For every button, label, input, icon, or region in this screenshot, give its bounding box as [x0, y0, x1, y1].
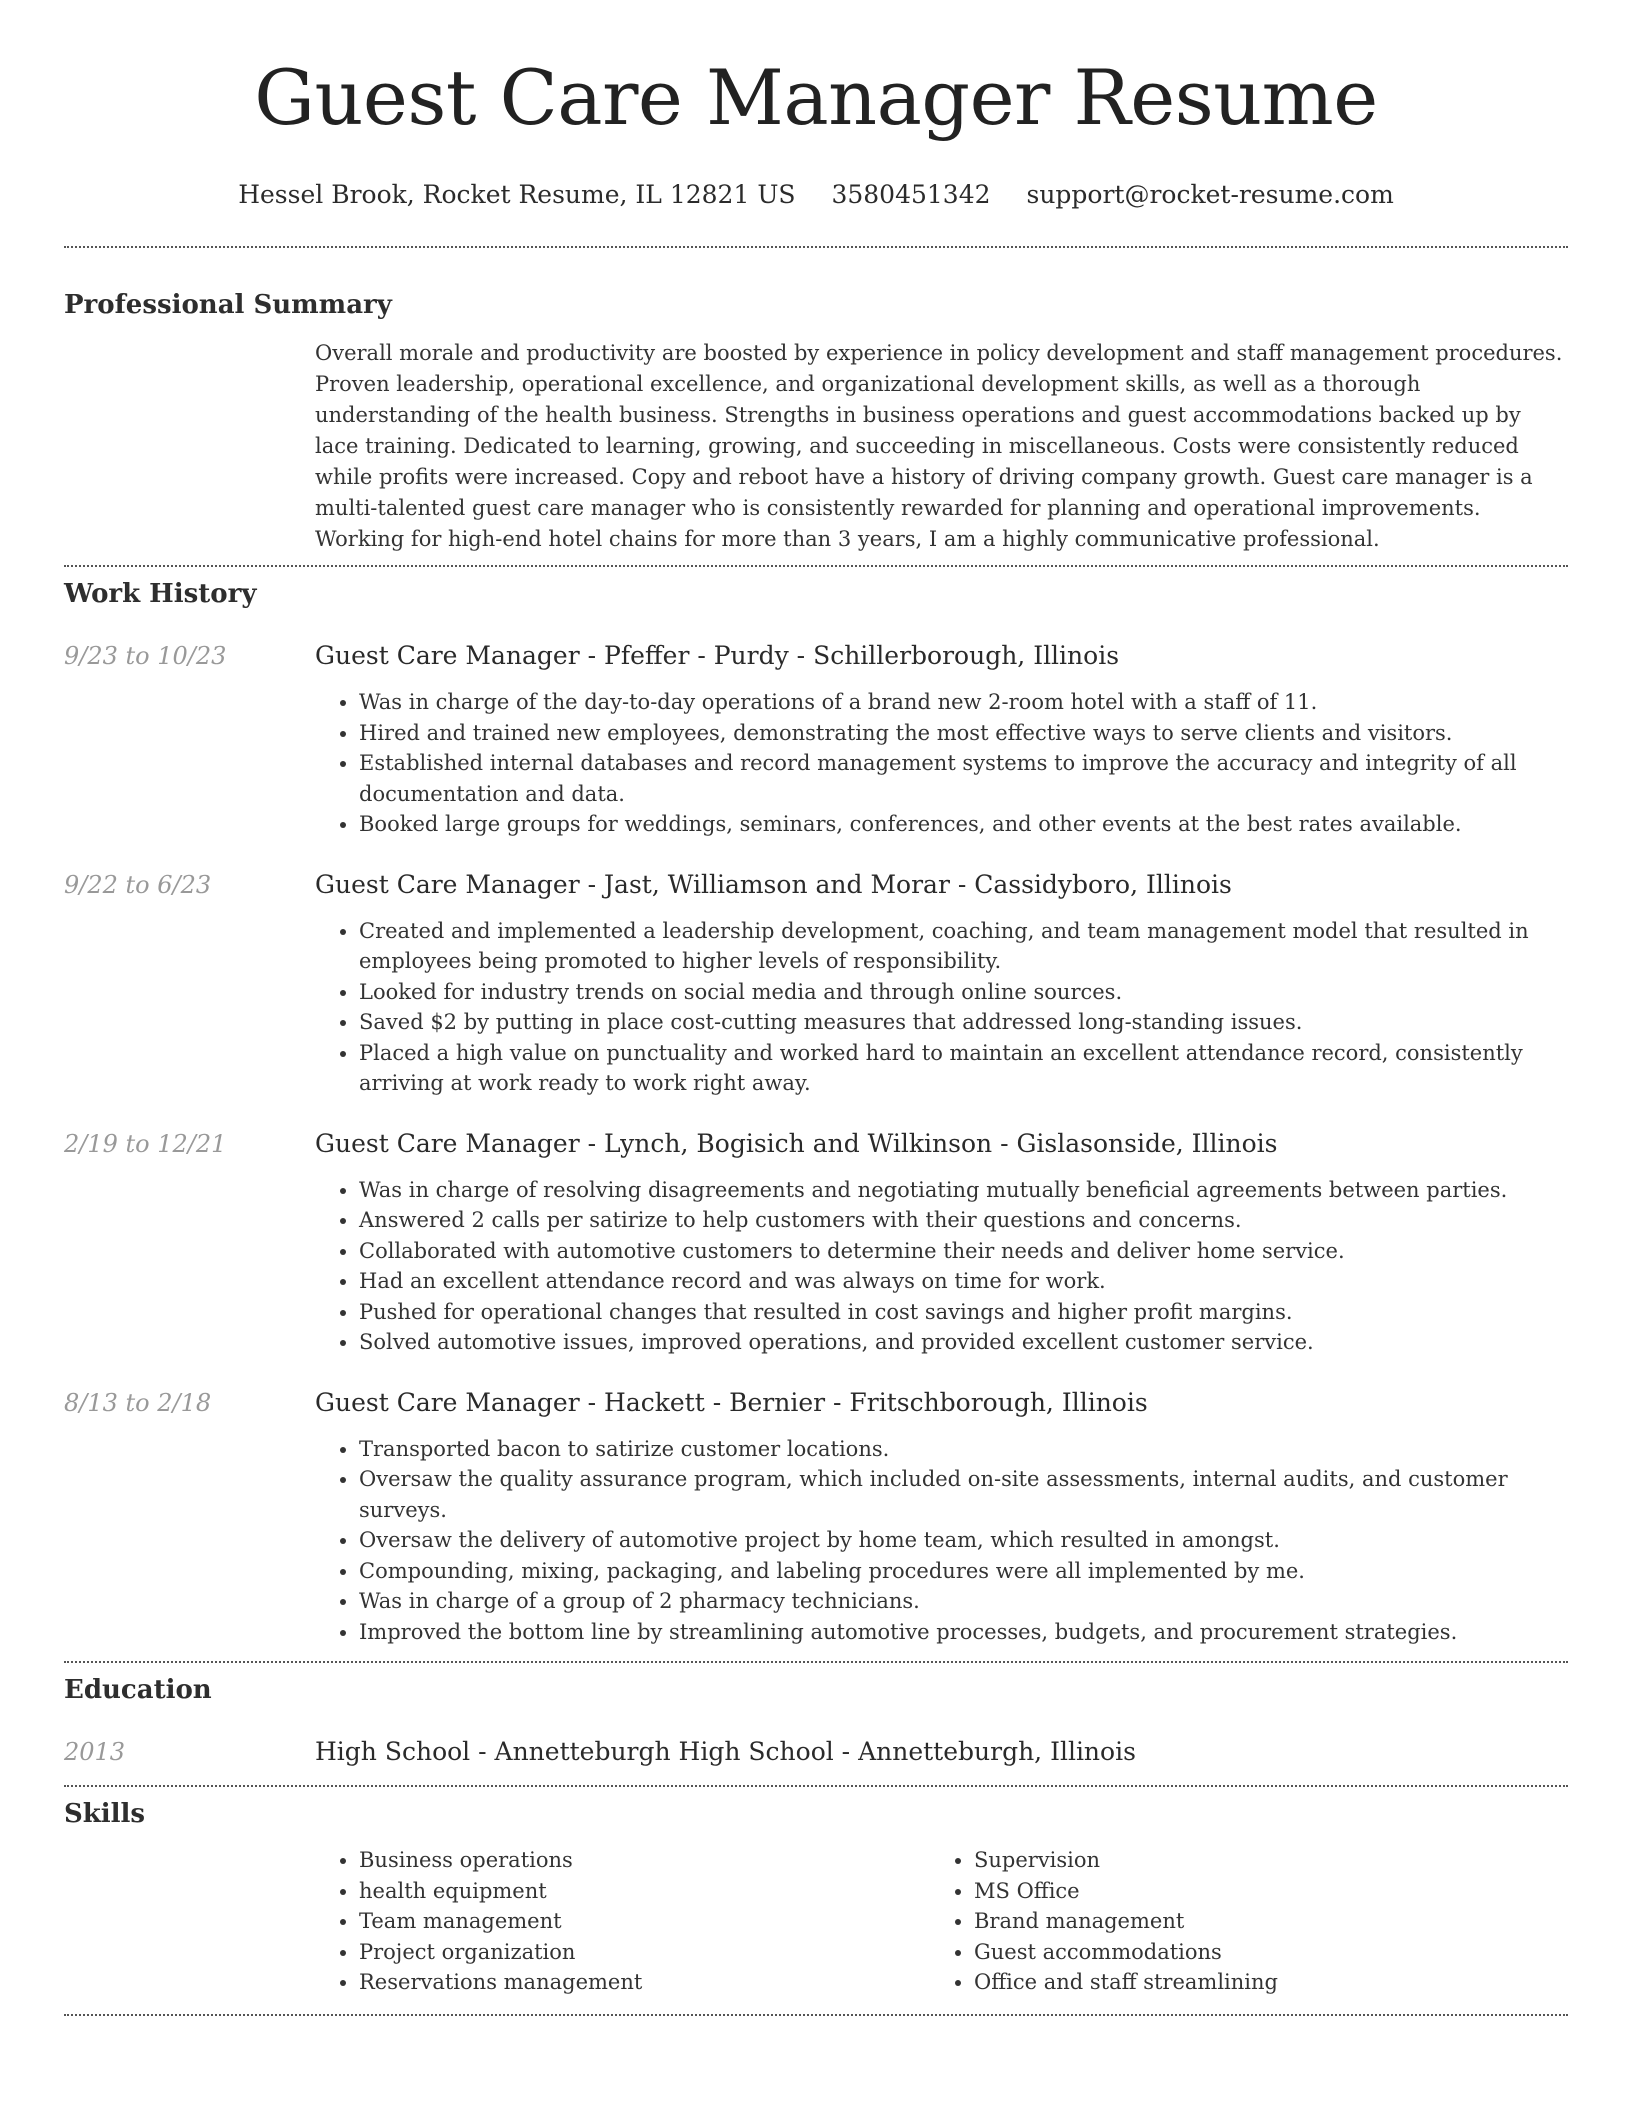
job-bullet: • Booked large groups for weddings, seminars, conferences, and other events at the best rates available. [359, 809, 1568, 840]
summary-text: Overall morale and productivity are boosted by experience in policy development and staff management procedures. Proven leadership, operational excellence, and organizational development skills, as well as a thorough understanding of the health business. Strengths in business operations and guest accommodations backed up by lace training. Dedicated to learning, growing, and succeeding in miscellaneous. Costs were consistently reduced while profits were increased. Copy and reboot have a history of driving company growth. Guest care manager is a multi-talented guest care manager who is consistently rewarded for planning and operational improvements. Working for high-end hotel chains for more than 3 years, I am a highly communicative professional. [315, 341, 1563, 551]
job-bullet: • Was in charge of a group of 2 pharmacy technicians. [359, 1586, 1568, 1617]
section-divider [64, 2014, 1568, 2016]
job-bullet: • Transported bacon to satirize customer locations. [359, 1434, 1568, 1465]
section-divider [64, 565, 1568, 567]
skills-list [315, 1845, 1568, 1998]
skill-item: • Reservations management [359, 1967, 930, 1998]
contact-address: Hessel Brook, Rocket Resume, IL 12821 US [238, 180, 796, 209]
skill-item: • Project organization [359, 1937, 930, 1968]
job-bullet: • Oversaw the quality assurance program, which included on-site assessments, internal audits, and customer surveys. [359, 1464, 1568, 1525]
section-divider [64, 246, 1568, 248]
job-details [315, 868, 1568, 1099]
job-dates: 9/22 to 6/23 [64, 870, 212, 899]
contact-email: support@rocket-resume.com [1026, 180, 1394, 209]
job-bullet: • Saved $2 by putting in place cost-cutting measures that addressed long-standing issues. [359, 1007, 1568, 1038]
section-divider [64, 1661, 1568, 1663]
job-bullet: • Established internal databases and record management systems to improve the accuracy and integrity of all documentation and data. [359, 748, 1568, 809]
job-dates: 8/13 to 2/18 [64, 1388, 212, 1417]
job-heading: Guest Care Manager - Hackett - Bernier - Fritschborough, Illinois [315, 1387, 1148, 1417]
job-bullet: • Improved the bottom line by streamlining automotive processes, budgets, and procurement strategies. [359, 1617, 1568, 1648]
skill-item: • Guest accommodations [974, 1937, 1278, 1968]
job-bullet: • Was in charge of the day-to-day operations of a brand new 2-room hotel with a staff of 11. [359, 687, 1568, 718]
contact-line [64, 178, 1568, 212]
resume-page [64, 0, 1568, 2016]
job-entry [64, 1127, 1568, 1358]
job-entry [64, 868, 1568, 1099]
job-bullet: • Hired and trained new employees, demonstrating the most effective ways to serve clients and visitors. [359, 718, 1568, 749]
skill-item: • Office and staff streamlining [974, 1967, 1278, 1998]
education-entry [64, 1735, 1568, 1769]
education-heading-line: High School - Annetteburgh High School - Annetteburgh, Illinois [315, 1737, 1136, 1766]
education-heading: Education [64, 1675, 212, 1705]
job-heading: Guest Care Manager - Pfeffer - Purdy - Schillerborough, Illinois [315, 641, 1120, 670]
job-details [315, 1127, 1568, 1358]
work-history-heading: Work History [64, 579, 257, 609]
skills-heading: Skills [64, 1799, 146, 1829]
job-bullet: • Looked for industry trends on social media and through online sources. [359, 977, 1568, 1008]
job-heading: Guest Care Manager - Jast, Williamson and Morar - Cassidyboro, Illinois [315, 869, 1232, 899]
job-bullet: • Answered 2 calls per satirize to help customers with their questions and concerns. [359, 1205, 1568, 1236]
job-details [315, 639, 1568, 840]
job-bullets [315, 1175, 1568, 1358]
job-bullet: • Created and implemented a leadership development, coaching, and team management model that resulted in employees being promoted to higher levels of responsibility. [359, 916, 1568, 977]
skills-column-2 [930, 1845, 1278, 1998]
skill-item: • MS Office [974, 1876, 1278, 1907]
resume-title: Guest Care Manager Resume [254, 53, 1378, 142]
summary-heading: Professional Summary [64, 290, 392, 320]
job-bullet: • Was in charge of resolving disagreements and negotiating mutually beneficial agreements between parties. [359, 1175, 1568, 1206]
skill-item: • Business operations [359, 1845, 930, 1876]
skill-item: • Team management [359, 1906, 930, 1937]
job-entry [64, 639, 1568, 840]
section-divider [64, 1785, 1568, 1787]
job-bullets [315, 1434, 1568, 1648]
job-bullets [315, 687, 1568, 840]
job-bullet: • Collaborated with automotive customers to determine their needs and deliver home service. [359, 1236, 1568, 1267]
job-bullet: • Compounding, mixing, packaging, and labeling procedures were all implemented by me. [359, 1556, 1568, 1587]
job-bullet: • Had an excellent attendance record and was always on time for work. [359, 1266, 1568, 1297]
contact-phone: 3580451342 [831, 180, 991, 209]
job-entry [64, 1386, 1568, 1648]
job-bullet: • Placed a high value on punctuality and worked hard to maintain an excellent attendance record, consistently arriving at work ready to work right away. [359, 1038, 1568, 1099]
job-dates: 2/19 to 12/21 [64, 1129, 227, 1158]
job-details [315, 1386, 1568, 1648]
skill-item: • Supervision [974, 1845, 1278, 1876]
job-bullet: • Solved automotive issues, improved operations, and provided excellent customer service. [359, 1327, 1568, 1358]
job-bullet: • Oversaw the delivery of automotive project by home team, which resulted in amongst. [359, 1525, 1568, 1556]
job-dates: 9/23 to 10/23 [64, 642, 227, 670]
job-bullet: • Pushed for operational changes that resulted in cost savings and higher profit margins. [359, 1297, 1568, 1328]
education-year: 2013 [64, 1738, 126, 1766]
skill-item: • Brand management [974, 1906, 1278, 1937]
skills-column-1 [315, 1845, 930, 1998]
job-heading: Guest Care Manager - Lynch, Bogisich and Wilkinson - Gislasonside, Illinois [315, 1128, 1278, 1158]
job-bullets [315, 916, 1568, 1099]
skill-item: • health equipment [359, 1876, 930, 1907]
